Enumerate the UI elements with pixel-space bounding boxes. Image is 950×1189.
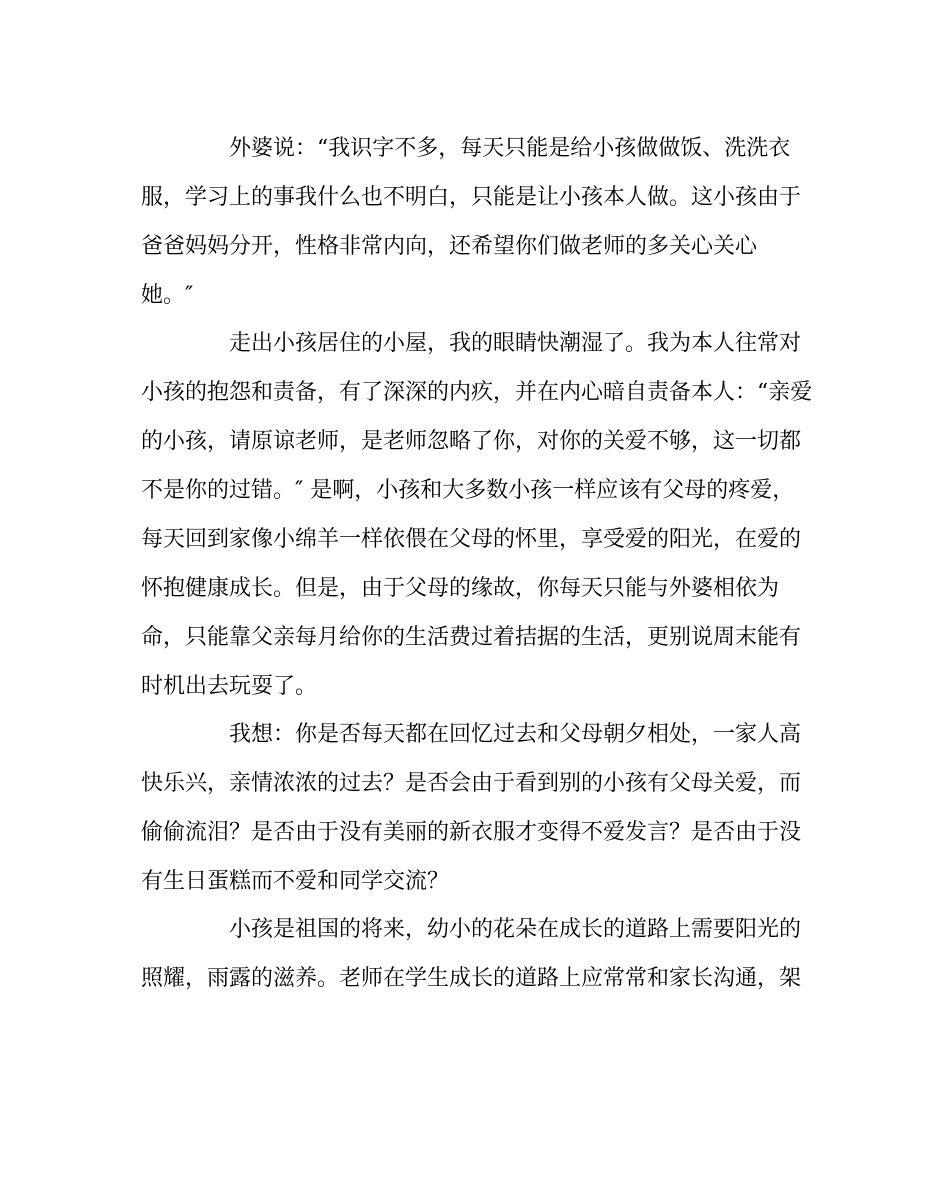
paragraph-i-think — [141, 710, 801, 906]
text-line: 爸爸妈妈分开，性格非常内向，还希望你们做老师的多关心关心 — [141, 234, 758, 259]
text-line: 不是你的过错。″ 是啊，小孩和大多数小孩一样应该有父母的疼爱， — [141, 478, 795, 503]
text-line: 小孩的抱怨和责备，有了深深的内疚，并在内心暗自责备本人：“亲爱 — [141, 380, 813, 405]
text-line: 每天回到家像小绵羊一样依偎在父母的怀里，享受爱的阳光，在爱的 — [141, 527, 802, 552]
text-line: 偷偷流泪？是否由于没有美丽的新衣服才变得不爱发言？是否由于没 — [141, 820, 802, 845]
paragraph-grandma-quote — [141, 124, 801, 320]
text-line: 走出小孩居住的小屋，我的眼睛快潮湿了。我为本人往常对 — [229, 331, 802, 356]
text-line: 服，学习上的事我什么也不明白，只能是让小孩本人做。这小孩由于 — [141, 185, 802, 210]
text-line: 的小孩，请原谅老师，是老师忽略了你，对你的关爱不够，这一切都 — [141, 429, 802, 454]
text-line: 她。″ — [141, 283, 194, 308]
text-line: 小孩是祖国的将来，幼小的花朵在成长的道路上需要阳光的 — [229, 917, 802, 942]
text-line: 我想：你是否每天都在回忆过去和父母朝夕相处，一家人高 — [229, 722, 802, 747]
text-line: 命，只能靠父亲每月给你的生活费过着拮据的生活，更别说周末能有 — [141, 625, 802, 650]
text-line: 有生日蛋糕而不爱和同学交流？ — [141, 869, 450, 894]
text-line: 外婆说：“我识字不多，每天只能是给小孩做做饭、洗洗衣 — [229, 136, 791, 161]
text-line: 快乐兴，亲情浓浓的过去？是否会由于看到别的小孩有父母关爱，而 — [141, 771, 802, 796]
paragraph-children-future — [141, 905, 801, 1003]
text-line: 怀抱健康成长。但是，由于父母的缘故，你每天只能与外婆相依为 — [141, 576, 780, 601]
paragraph-leaving-house — [141, 319, 812, 711]
text-line: 照耀，雨露的滋养。老师在学生成长的道路上应常常和家长沟通，架 — [141, 966, 802, 991]
text-line: 时机出去玩耍了。 — [141, 674, 318, 699]
